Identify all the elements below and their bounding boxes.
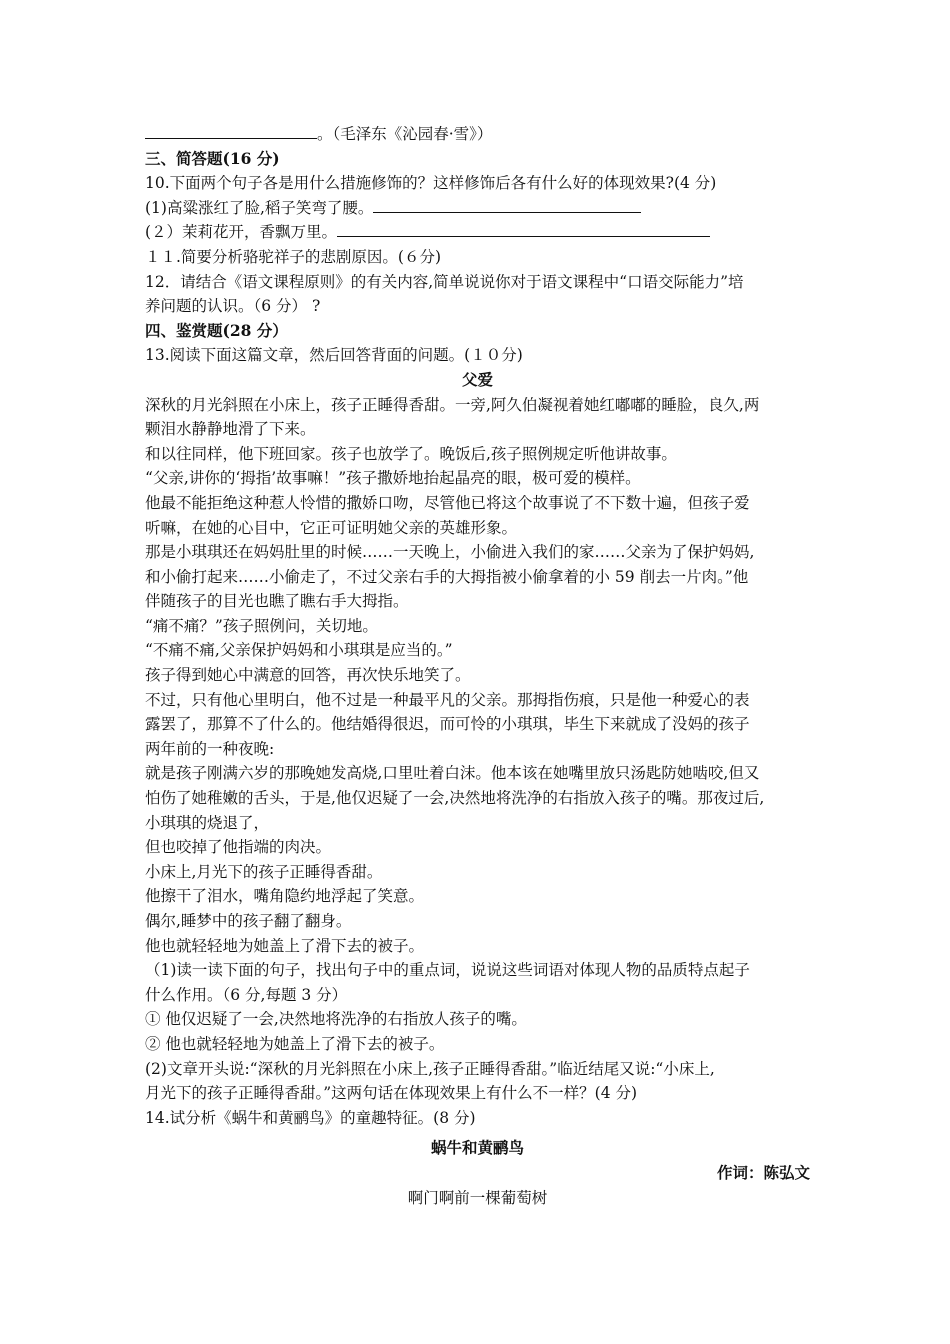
poem-citation: 。（毛泽东《沁园春·雪》） (317, 125, 493, 143)
question-13-part-2: 月光下的孩子正睡得香甜。”这两句话在体现效果上有什么不一样？(4 分) (145, 1084, 638, 1103)
article-line: 那是小琪琪还在妈妈肚里的时候……一天晚上，小偷进入我们的家……父亲为了保护妈妈, (145, 543, 755, 562)
article-line: 就是孩子刚满六岁的那晚她发高烧,口里吐着白沫。他本该在她嘴里放只汤匙防她啮咬,但又 (145, 764, 760, 783)
article-line: 露罢了，那算不了什么的。他结婚得很迟，而可怜的小琪琪，毕生下来就成了没妈的孩子 (145, 715, 750, 734)
question-11: １１.简要分析骆驼祥子的悲剧原因。(６分) (145, 247, 442, 266)
section-heading-short-answer: 三、简答题(16 分) (145, 148, 280, 168)
article-line: 他擦干了泪水，嘴角隐约地浮起了笑意。 (145, 887, 425, 906)
question-13: 13.阅读下面这篇文章，然后回答背面的问题。(１０分) (145, 346, 523, 365)
article-line: 颗泪水静静地滑了下来。 (145, 420, 316, 439)
article-line: 伴随孩子的目光也瞧了瞧右手大拇指。 (145, 592, 409, 611)
question-10-item-1-text: (1)高粱涨红了脸,稻子笑弯了腰。 (145, 198, 374, 217)
question-13-sentence-1: ① 他仅迟疑了一会,决然地将洗净的右指放人孩子的嘴。 (145, 1010, 527, 1029)
poem-answer-line (145, 122, 810, 147)
question-14: 14.试分析《蜗牛和黄鹂鸟》的童趣特征。(8 分) (145, 1108, 476, 1127)
article-line: “不痛不痛,父亲保护妈妈和小琪琪是应当的。” (145, 641, 453, 660)
question-10-item-2 (145, 220, 810, 245)
question-12-line-2: 养问题的认识。（6 分） ? (145, 297, 321, 316)
question-13-sentence-2: ② 他也就轻轻地为她盖上了滑下去的被子。 (145, 1034, 445, 1053)
article-line: 他最不能拒绝这种惹人怜惜的撒娇口吻，尽管他已将这个故事说了不下数十遍，但孩子爱 (145, 493, 750, 512)
article-line: “痛不痛？”孩子照例问，关切地。 (145, 616, 378, 635)
article-line: 孩子得到她心中满意的回答，再次快乐地笑了。 (145, 666, 471, 685)
article-line: 但也咬掉了他指端的肉决。 (145, 838, 332, 857)
article-line: 他也就轻轻地为她盖上了滑下去的被子。 (145, 936, 425, 955)
song-lyricist: 作词：陈弘文 (716, 1162, 810, 1182)
question-10-item-2-text: (２）茉莉花开，香飘万里。 (145, 223, 338, 242)
article-title: 父爱 (461, 369, 493, 389)
article-line: 偶尔,睡梦中的孩子翻了翻身。 (145, 912, 352, 930)
document-page (145, 122, 810, 1210)
question-12-line-1: 12．请结合《语文课程原则》的有关内容,简单说说你对于语文课程中“口语交际能力”培 (145, 272, 744, 291)
article-line: 不过，只有他心里明白，他不过是一种最平凡的父亲。那拇指伤痕，只是他一种爱心的表 (145, 690, 750, 709)
question-10: 10.下面两个句子各是用什么措施修饰的？这样修饰后各有什么好的体现效果?(4 分) (145, 174, 717, 193)
answer-blank[interactable] (145, 123, 317, 139)
article-line: 和以往同样，他下班回家。孩子也放学了。晚饭后,孩子照例规定听他讲故事。 (145, 444, 677, 463)
song-lyric-line: 啊门啊前一棵葡萄树 (407, 1188, 548, 1207)
question-10-item-1 (145, 196, 810, 221)
article-line: 小床上,月光下的孩子正睡得香甜。 (145, 862, 383, 881)
question-13-part-1: （1)读一读下面的句子，找出句子中的重点词，说说这些词语对体现人物的品质特点起子 (145, 961, 750, 980)
article-line: 听嘛，在她的心目中，它正可证明她父亲的英雄形象。 (145, 518, 518, 537)
question-13-part-2: (2)文章开头说:“深秋的月光斜照在小床上,孩子正睡得香甜。”临近结尾又说:“小床上, (145, 1059, 715, 1078)
song-title: 蜗牛和黄鹂鸟 (430, 1138, 524, 1158)
article-line: 两年前的一种夜晚: (145, 739, 275, 758)
question-13-part-1: 什么作用。（6 分,每题 3 分） (145, 985, 348, 1004)
article-line: “父亲,讲你的‘拇指’故事嘛！”孩子撒娇地抬起晶亮的眼，极可爱的模样。 (145, 469, 641, 488)
article-line: 和小偷打起来……小偷走了，不过父亲右手的大拇指被小偷拿着的小 59 削去一片肉。”他 (145, 567, 749, 586)
article-line: 小琪琪的烧退了， (145, 813, 270, 832)
answer-blank[interactable] (337, 221, 710, 237)
article-line: 深秋的月光斜照在小床上，孩子正睡得香甜。一旁,阿久伯凝视着她红嘟嘟的睡脸，良久,两 (145, 395, 760, 414)
answer-blank[interactable] (373, 197, 641, 213)
article-line: 怕伤了她稚嫩的舌头，于是,他仅迟疑了一会,决然地将洗净的右指放入孩子的嘴。那夜过后, (145, 789, 765, 808)
section-heading-appreciation: 四、鉴赏题(28 分） (145, 320, 288, 340)
